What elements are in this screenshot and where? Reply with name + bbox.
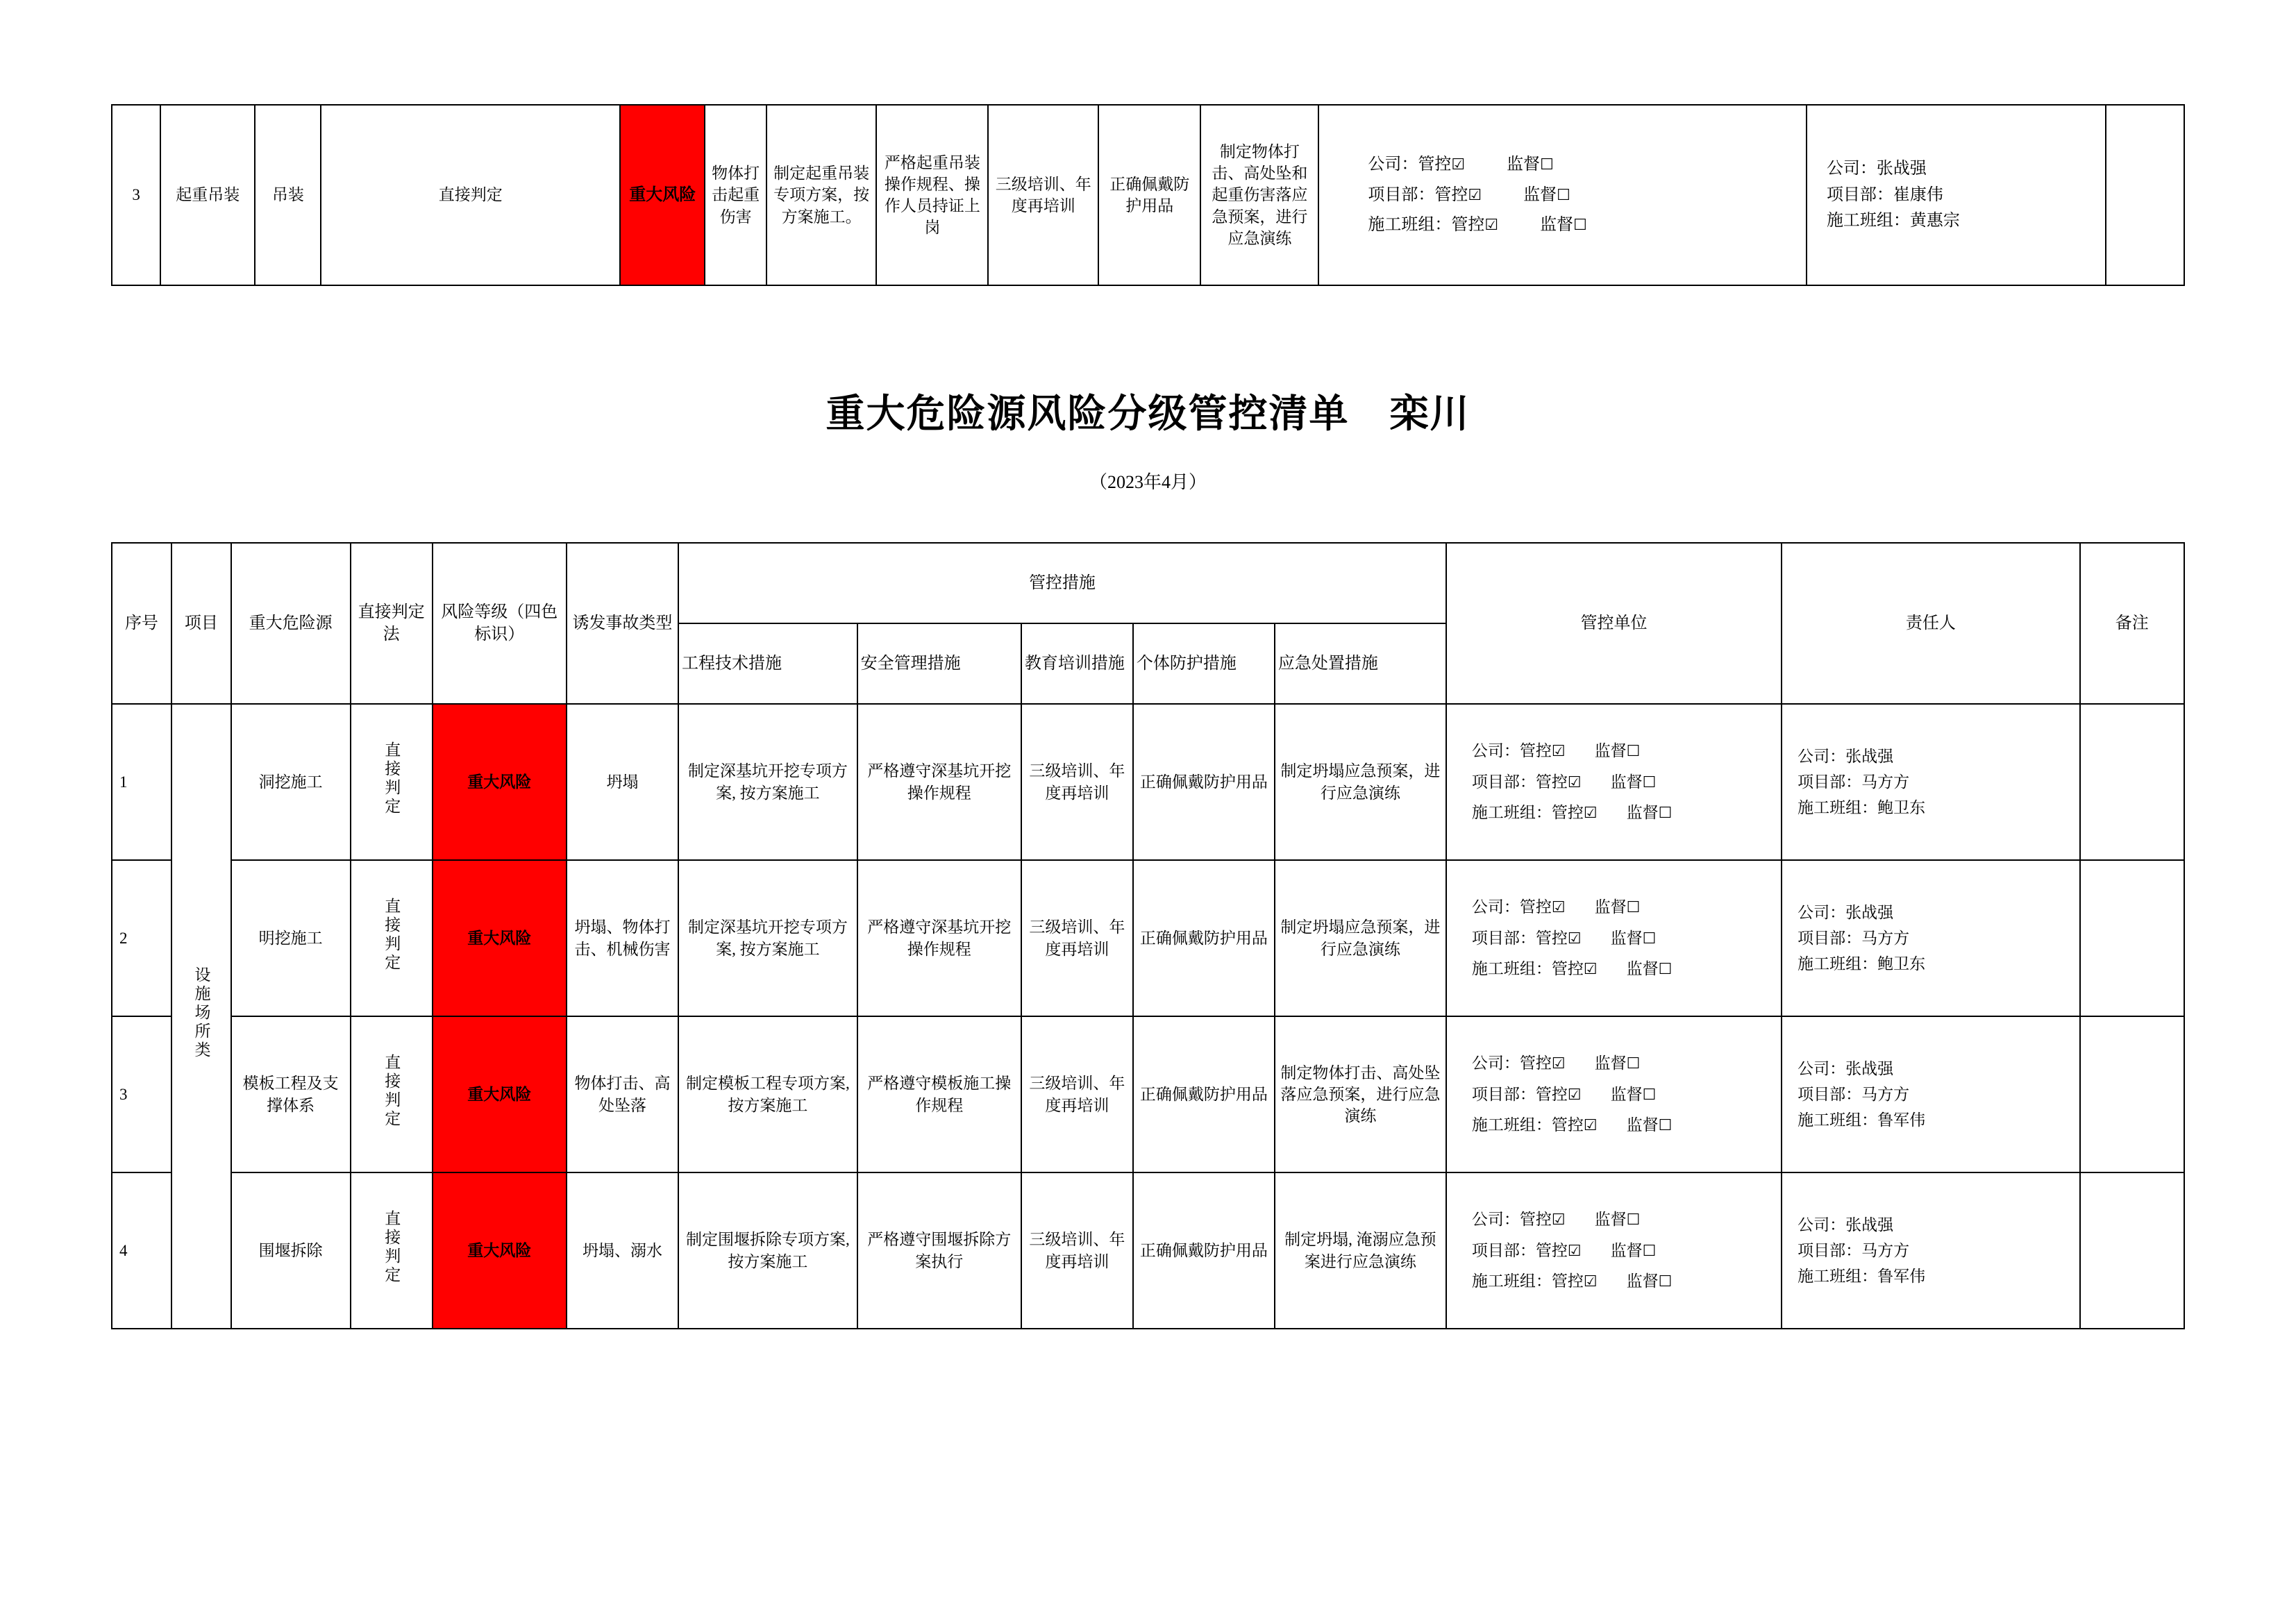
supervise-label: 监督 — [1610, 1241, 1643, 1259]
judge-method-text: 直接判定 — [383, 1210, 401, 1286]
table-row — [112, 1016, 2184, 1172]
responsible-company: 公司：张战强 — [1798, 1059, 1894, 1077]
control-label: 管控 — [1519, 1210, 1552, 1228]
cell-control-units — [1446, 860, 1782, 1016]
responsible-work-team: 施工班组：黄惠宗 — [1826, 212, 1960, 230]
control-checkbox-checked[interactable]: ☑ — [1451, 156, 1466, 174]
supervise-checkbox-unchecked[interactable]: ☐ — [1658, 805, 1673, 823]
supervise-label: 监督 — [1594, 741, 1627, 759]
header-responsible: 责任人 — [1782, 543, 2079, 704]
supervise-label: 监督 — [1626, 1272, 1659, 1290]
cell-responsible-persons — [1782, 860, 2079, 1016]
supervise-label: 监督 — [1594, 1210, 1627, 1228]
cell-education-measure: 三级培训、年度再培训 — [988, 105, 1098, 285]
cell-emergency-measure: 制定坍塌, 淹溺应急预案进行应急演练 — [1275, 1172, 1446, 1329]
control-label: 管控 — [1551, 1116, 1584, 1134]
control-unit-label: 项目部： — [1471, 1241, 1536, 1259]
cell-engineering-measure: 制定围堰拆除专项方案, 按方案施工 — [678, 1172, 857, 1329]
control-label: 管控 — [1519, 741, 1552, 759]
header-judge-method: 直接判定法 — [351, 543, 433, 704]
cell-control-units — [1446, 1172, 1782, 1329]
cell-project: 起重吊装 — [160, 105, 255, 285]
cell-responsible-persons — [1807, 105, 2106, 285]
cell-judge-method: 直接判定 — [321, 105, 620, 285]
control-unit-line — [1368, 184, 1802, 206]
cell-safety-management-measure: 严格起重吊装操作规程、操作人员持证上岗 — [876, 105, 988, 285]
cell-education-measure: 三级培训、年度再培训 — [1021, 1016, 1133, 1172]
supervise-label: 监督 — [1610, 1085, 1643, 1103]
cell-control-units — [1446, 704, 1782, 860]
cell-risk-level: 重大风险 — [433, 704, 567, 860]
cell-engineering-measure: 制定起重吊装专项方案，按方案施工。 — [766, 105, 877, 285]
cell-emergency-measure: 制定物体打击、高处坠和起重伤害落应急预案，进行应急演练 — [1200, 105, 1318, 285]
cell-responsible-persons — [1782, 704, 2079, 860]
control-unit-line — [1472, 958, 1777, 980]
supervise-checkbox-unchecked[interactable]: ☐ — [1557, 186, 1570, 204]
cell-responsible-persons — [1782, 1016, 2079, 1172]
page-title: 重大危险源风险分级管控清单 栾川 — [826, 393, 1470, 436]
control-label: 管控 — [1418, 155, 1452, 174]
supervise-checkbox-unchecked[interactable]: ☐ — [1642, 930, 1657, 948]
cell-hazard: 洞挖施工 — [231, 704, 351, 860]
cell-remark — [2080, 1172, 2184, 1329]
cell-hazard: 明挖施工 — [231, 860, 351, 1016]
control-checkbox-checked[interactable]: ☑ — [1468, 186, 1482, 204]
control-unit-line — [1472, 771, 1777, 793]
control-unit-label: 施工班组： — [1471, 960, 1552, 978]
judge-method-text: 直接判定 — [383, 898, 401, 973]
supervise-checkbox-unchecked[interactable]: ☐ — [1642, 1086, 1657, 1104]
supervise-checkbox-unchecked[interactable]: ☐ — [1626, 898, 1641, 916]
control-unit-line — [1368, 153, 1802, 176]
supervise-label: 监督 — [1626, 804, 1659, 822]
cell-seq: 3 — [112, 105, 160, 285]
control-checkbox-checked[interactable]: ☑ — [1484, 217, 1499, 235]
control-unit-label: 项目部： — [1368, 185, 1435, 204]
control-unit-label: 项目部： — [1471, 929, 1536, 947]
header-hazard: 重大危险源 — [231, 543, 351, 704]
supervise-checkbox-unchecked[interactable]: ☐ — [1658, 961, 1673, 979]
supervise-label: 监督 — [1610, 773, 1643, 791]
cell-seq: 1 — [112, 704, 171, 860]
cell-control-units — [1446, 1016, 1782, 1172]
responsible-work-team: 施工班组：鲁军伟 — [1798, 1111, 1926, 1129]
supervise-checkbox-unchecked[interactable]: ☐ — [1626, 742, 1641, 760]
cell-judge-method — [351, 1016, 433, 1172]
cell-education-measure: 三级培训、年度再培训 — [1021, 1172, 1133, 1329]
control-unit-line — [1472, 1209, 1777, 1231]
cell-remark — [2080, 1016, 2184, 1172]
control-unit-line — [1472, 927, 1777, 950]
responsible-company: 公司：张战强 — [1798, 747, 1894, 765]
cell-safety-management-measure: 严格遵守模板施工操作规程 — [857, 1016, 1021, 1172]
judge-method-text: 直接判定 — [383, 741, 401, 817]
control-checkbox-checked[interactable]: ☑ — [1583, 1273, 1598, 1291]
hazard-table-fragment — [111, 104, 2185, 286]
control-unit-label: 施工班组： — [1471, 1116, 1552, 1134]
judge-method-text: 直接判定 — [383, 1054, 401, 1129]
cell-emergency-measure: 制定坍塌应急预案，进行应急演练 — [1275, 860, 1446, 1016]
cell-emergency-measure: 制定坍塌应急预案，进行应急演练 — [1275, 704, 1446, 860]
cell-hazard: 模板工程及支撑体系 — [231, 1016, 351, 1172]
supervise-checkbox-unchecked[interactable]: ☐ — [1658, 1273, 1673, 1291]
control-unit-line — [1368, 214, 1802, 236]
control-unit-label: 公司： — [1471, 1054, 1520, 1072]
responsible-company: 公司：张战强 — [1826, 160, 1927, 178]
cell-judge-method — [351, 704, 433, 860]
control-checkbox-checked[interactable]: ☑ — [1551, 1054, 1566, 1073]
control-unit-label: 施工班组： — [1471, 1272, 1552, 1290]
cell-emergency-measure: 制定物体打击、高处坠落应急预案，进行应急演练 — [1275, 1016, 1446, 1172]
supervise-checkbox-unchecked[interactable]: ☐ — [1573, 217, 1587, 235]
control-unit-label: 项目部： — [1471, 773, 1536, 791]
cell-ppe-measure: 正确佩戴防护用品 — [1133, 704, 1275, 860]
cell-ppe-measure: 正确佩戴防护用品 — [1133, 1172, 1275, 1329]
control-label: 管控 — [1535, 929, 1568, 947]
responsible-project-dept: 项目部：马方方 — [1798, 1241, 1910, 1259]
cell-ppe-measure: 正确佩戴防护用品 — [1133, 860, 1275, 1016]
risk-control-list-table — [111, 542, 2185, 1329]
cell-safety-management-measure: 严格遵守围堰拆除方案执行 — [857, 1172, 1021, 1329]
control-unit-label: 施工班组： — [1471, 804, 1552, 822]
cell-accident-type: 坍塌、物体打击、机械伤害 — [567, 860, 678, 1016]
main-table-section — [111, 542, 2185, 1329]
control-unit-label: 公司： — [1471, 741, 1520, 759]
control-checkbox-checked[interactable]: ☑ — [1567, 1242, 1582, 1260]
supervise-checkbox-unchecked[interactable]: ☐ — [1626, 1211, 1641, 1229]
cell-seq: 2 — [112, 860, 171, 1016]
cell-education-measure: 三级培训、年度再培训 — [1021, 704, 1133, 860]
supervise-checkbox-unchecked[interactable]: ☐ — [1642, 1242, 1657, 1260]
top-table-section — [111, 0, 2185, 286]
header-measures-group: 管控措施 — [678, 543, 1446, 623]
control-unit-label: 公司： — [1368, 155, 1418, 174]
header-seq: 序号 — [112, 543, 171, 704]
cell-engineering-measure: 制定深基坑开挖专项方案, 按方案施工 — [678, 860, 857, 1016]
supervise-checkbox-unchecked[interactable]: ☐ — [1658, 1117, 1673, 1135]
supervise-label: 监督 — [1610, 929, 1643, 947]
control-unit-line — [1472, 1240, 1777, 1262]
control-checkbox-checked[interactable]: ☑ — [1567, 773, 1582, 791]
control-checkbox-checked[interactable]: ☑ — [1583, 805, 1598, 823]
cell-education-measure: 三级培训、年度再培训 — [1021, 860, 1133, 1016]
cell-engineering-measure: 制定模板工程专项方案, 按方案施工 — [678, 1016, 857, 1172]
control-label: 管控 — [1551, 1272, 1584, 1290]
cell-hazard: 吊装 — [255, 105, 321, 285]
cell-risk-level: 重大风险 — [433, 1016, 567, 1172]
control-checkbox-checked[interactable]: ☑ — [1551, 1211, 1566, 1229]
project-group-label: 设施场所类 — [192, 966, 210, 1061]
cell-hazard: 围堰拆除 — [231, 1172, 351, 1329]
responsible-work-team: 施工班组：鲍卫东 — [1798, 955, 1926, 973]
header-safety-management: 安全管理措施 — [857, 623, 1021, 704]
responsible-project-dept: 项目部：崔康伟 — [1826, 185, 1943, 204]
header-project: 项目 — [171, 543, 231, 704]
responsible-company: 公司：张战强 — [1798, 1216, 1894, 1234]
page-subtitle: （2023年4月） — [1089, 472, 1207, 492]
cell-safety-management-measure: 严格遵守深基坑开挖操作规程 — [857, 860, 1021, 1016]
control-unit-label: 公司： — [1471, 1210, 1520, 1228]
control-unit-line — [1472, 1084, 1777, 1106]
cell-accident-type: 坍塌 — [567, 704, 678, 860]
supervise-label: 监督 — [1523, 185, 1557, 204]
header-remark: 备注 — [2080, 543, 2184, 704]
supervise-label: 监督 — [1626, 960, 1659, 978]
control-label: 管控 — [1551, 804, 1584, 822]
cell-engineering-measure: 制定深基坑开挖专项方案, 按方案施工 — [678, 704, 857, 860]
control-unit-label: 公司： — [1471, 898, 1520, 916]
header-education: 教育培训措施 — [1021, 623, 1133, 704]
control-label: 管控 — [1519, 1054, 1552, 1072]
supervise-label: 监督 — [1540, 216, 1574, 235]
cell-risk-level: 重大风险 — [433, 1172, 567, 1329]
cell-risk-level: 重大风险 — [620, 105, 705, 285]
control-label: 管控 — [1519, 898, 1552, 916]
supervise-label: 监督 — [1594, 1054, 1627, 1072]
responsible-work-team: 施工班组：鲁军伟 — [1798, 1268, 1926, 1286]
control-label: 管控 — [1451, 216, 1485, 235]
header-engineering: 工程技术措施 — [678, 623, 857, 704]
header-emergency: 应急处置措施 — [1275, 623, 1446, 704]
table-row — [112, 704, 2184, 860]
control-unit-line — [1472, 802, 1777, 824]
responsible-work-team: 施工班组：鲍卫东 — [1798, 799, 1926, 817]
supervise-label: 监督 — [1626, 1116, 1659, 1134]
control-checkbox-checked[interactable]: ☑ — [1583, 961, 1598, 979]
cell-seq: 4 — [112, 1172, 171, 1329]
control-unit-line — [1472, 740, 1777, 762]
control-unit-line — [1472, 896, 1777, 918]
cell-ppe-measure: 正确佩戴防护用品 — [1098, 105, 1200, 285]
cell-accident-type: 坍塌、溺水 — [567, 1172, 678, 1329]
cell-risk-level: 重大风险 — [433, 860, 567, 1016]
supervise-checkbox-unchecked[interactable]: ☐ — [1626, 1054, 1641, 1073]
supervise-label: 监督 — [1594, 898, 1627, 916]
cell-accident-type: 物体打击起重伤害 — [705, 105, 766, 285]
control-label: 管控 — [1535, 1241, 1568, 1259]
table-row — [112, 105, 2184, 285]
control-unit-line — [1472, 1052, 1777, 1075]
control-checkbox-checked[interactable]: ☑ — [1567, 1086, 1582, 1104]
cell-remark — [2080, 704, 2184, 860]
cell-remark — [2106, 105, 2184, 285]
responsible-project-dept: 项目部：马方方 — [1798, 773, 1910, 791]
control-label: 管控 — [1535, 773, 1568, 791]
cell-judge-method — [351, 860, 433, 1016]
cell-control-units — [1318, 105, 1807, 285]
control-unit-label: 施工班组： — [1368, 216, 1452, 235]
table-row — [112, 1172, 2184, 1329]
supervise-label: 监督 — [1507, 155, 1541, 174]
cell-ppe-measure: 正确佩戴防护用品 — [1133, 1016, 1275, 1172]
cell-responsible-persons — [1782, 1172, 2079, 1329]
cell-project-group — [171, 704, 231, 1329]
cell-judge-method — [351, 1172, 433, 1329]
header-control-unit: 管控单位 — [1446, 543, 1782, 704]
cell-accident-type: 物体打击、高处坠落 — [567, 1016, 678, 1172]
control-checkbox-checked[interactable]: ☑ — [1583, 1117, 1598, 1135]
control-checkbox-checked[interactable]: ☑ — [1551, 898, 1566, 916]
table-row — [112, 860, 2184, 1016]
control-unit-line — [1472, 1270, 1777, 1293]
cell-remark — [2080, 860, 2184, 1016]
cell-safety-management-measure: 严格遵守深基坑开挖操作规程 — [857, 704, 1021, 860]
control-unit-label: 项目部： — [1471, 1085, 1536, 1103]
control-label: 管控 — [1551, 960, 1584, 978]
responsible-company: 公司：张战强 — [1798, 903, 1894, 921]
supervise-checkbox-unchecked[interactable]: ☐ — [1642, 773, 1657, 791]
table-header-row-1 — [112, 543, 2184, 623]
control-label: 管控 — [1434, 185, 1468, 204]
responsible-project-dept: 项目部：马方方 — [1798, 929, 1910, 947]
responsible-project-dept: 项目部：马方方 — [1798, 1085, 1910, 1103]
control-unit-line — [1472, 1114, 1777, 1136]
control-label: 管控 — [1535, 1085, 1568, 1103]
supervise-checkbox-unchecked[interactable]: ☐ — [1540, 156, 1554, 174]
control-checkbox-checked[interactable]: ☑ — [1551, 742, 1566, 760]
header-accident-type: 诱发事故类型 — [567, 543, 678, 704]
control-checkbox-checked[interactable]: ☑ — [1567, 930, 1582, 948]
header-ppe: 个体防护措施 — [1133, 623, 1275, 704]
cell-seq: 3 — [112, 1016, 171, 1172]
header-risk-level: 风险等级（四色标识） — [433, 543, 567, 704]
